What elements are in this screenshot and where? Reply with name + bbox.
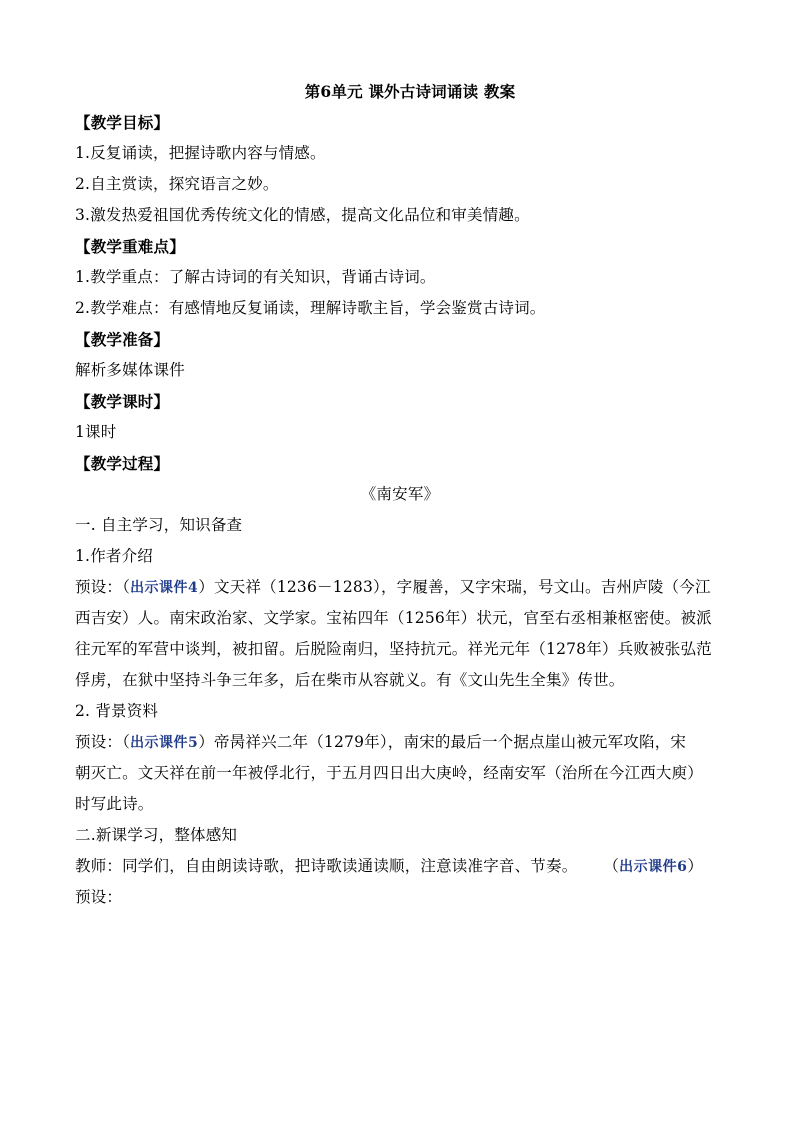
paragraph-text: 教师：同学们，自由朗读诗歌，把诗歌读通读顺，注意读准字音、节奏。 [75, 857, 578, 875]
document-title: 第6单元 课外古诗词诵读 教案 [304, 82, 516, 101]
subsection-heading: 2. 背景资料 [75, 702, 159, 720]
paragraph-line: 西吉安）人。南宋政治家、文学家。宝祐四年（1256年）状元，官至右丞相兼枢密使。被派 [75, 609, 712, 627]
key-points-header: 【教学重难点】 [75, 237, 185, 256]
section-heading: 二.新课学习，整体感知 [75, 826, 238, 844]
ref-open: （ [603, 857, 620, 875]
paragraph-line [75, 572, 725, 603]
paragraph-line: 预设： [75, 888, 123, 906]
subsection-heading: 1.作者介绍 [75, 547, 153, 565]
paragraph-line [75, 851, 725, 882]
prep-text: 解析多媒体课件 [75, 361, 185, 379]
paragraph-line: 朝灭亡。文天祥在前一年被俘北行，于五月四日出大庚岭，经南安军（治所在今江西大庾） [75, 764, 704, 782]
ref-close: ） [687, 857, 704, 875]
slide-reference: 出示课件6 [619, 859, 688, 875]
goals-header: 【教学目标】 [75, 113, 170, 132]
paragraph-line: 俘虏，在狱中坚持斗争三年多，后在柴市从容就义。有《文山先生全集》传世。 [75, 671, 625, 689]
paragraph-text: ）文天祥（1236－1283），字履善，又字宋瑞，号文山。吉州庐陵（今江 [198, 578, 711, 596]
hours-text: 1课时 [75, 423, 117, 441]
paragraph-line: 往元军的军营中谈判，被扣留。后脱险南归，坚持抗元。祥光元年（1278年）兵败被张弘范 [75, 640, 712, 658]
document-page [75, 76, 725, 913]
key-point-item: 2.教学难点：有感情地反复诵读，理解诗歌主旨，学会鉴赏古诗词。 [75, 299, 546, 317]
prep-header: 【教学准备】 [75, 330, 170, 349]
goal-item: 2.自主赏读，探究语言之妙。 [75, 175, 279, 193]
section-heading: 一. 自主学习，知识备查 [75, 516, 243, 534]
preset-prefix: 预设：（ [75, 578, 131, 596]
paragraph-line [75, 727, 725, 758]
process-header: 【教学过程】 [75, 454, 170, 473]
hours-header: 【教学课时】 [75, 392, 170, 411]
key-point-item: 1.教学重点：了解古诗词的有关知识，背诵古诗词。 [75, 268, 436, 286]
paragraph-text: ）帝昺祥兴二年（1279年），南宋的最后一个据点崖山被元军攻陷，宋 [198, 733, 687, 751]
slide-reference: 出示课件4 [130, 580, 199, 596]
slide-reference: 出示课件5 [130, 735, 199, 751]
paragraph-line: 时写此诗。 [75, 795, 154, 813]
goal-item: 1.反复诵读，把握诗歌内容与情感。 [75, 144, 326, 162]
poem-title: 《南安军》 [360, 485, 440, 503]
preset-prefix: 预设：（ [75, 733, 131, 751]
goal-item: 3.激发热爱祖国优秀传统文化的情感，提高文化品位和审美情趣。 [75, 206, 530, 224]
